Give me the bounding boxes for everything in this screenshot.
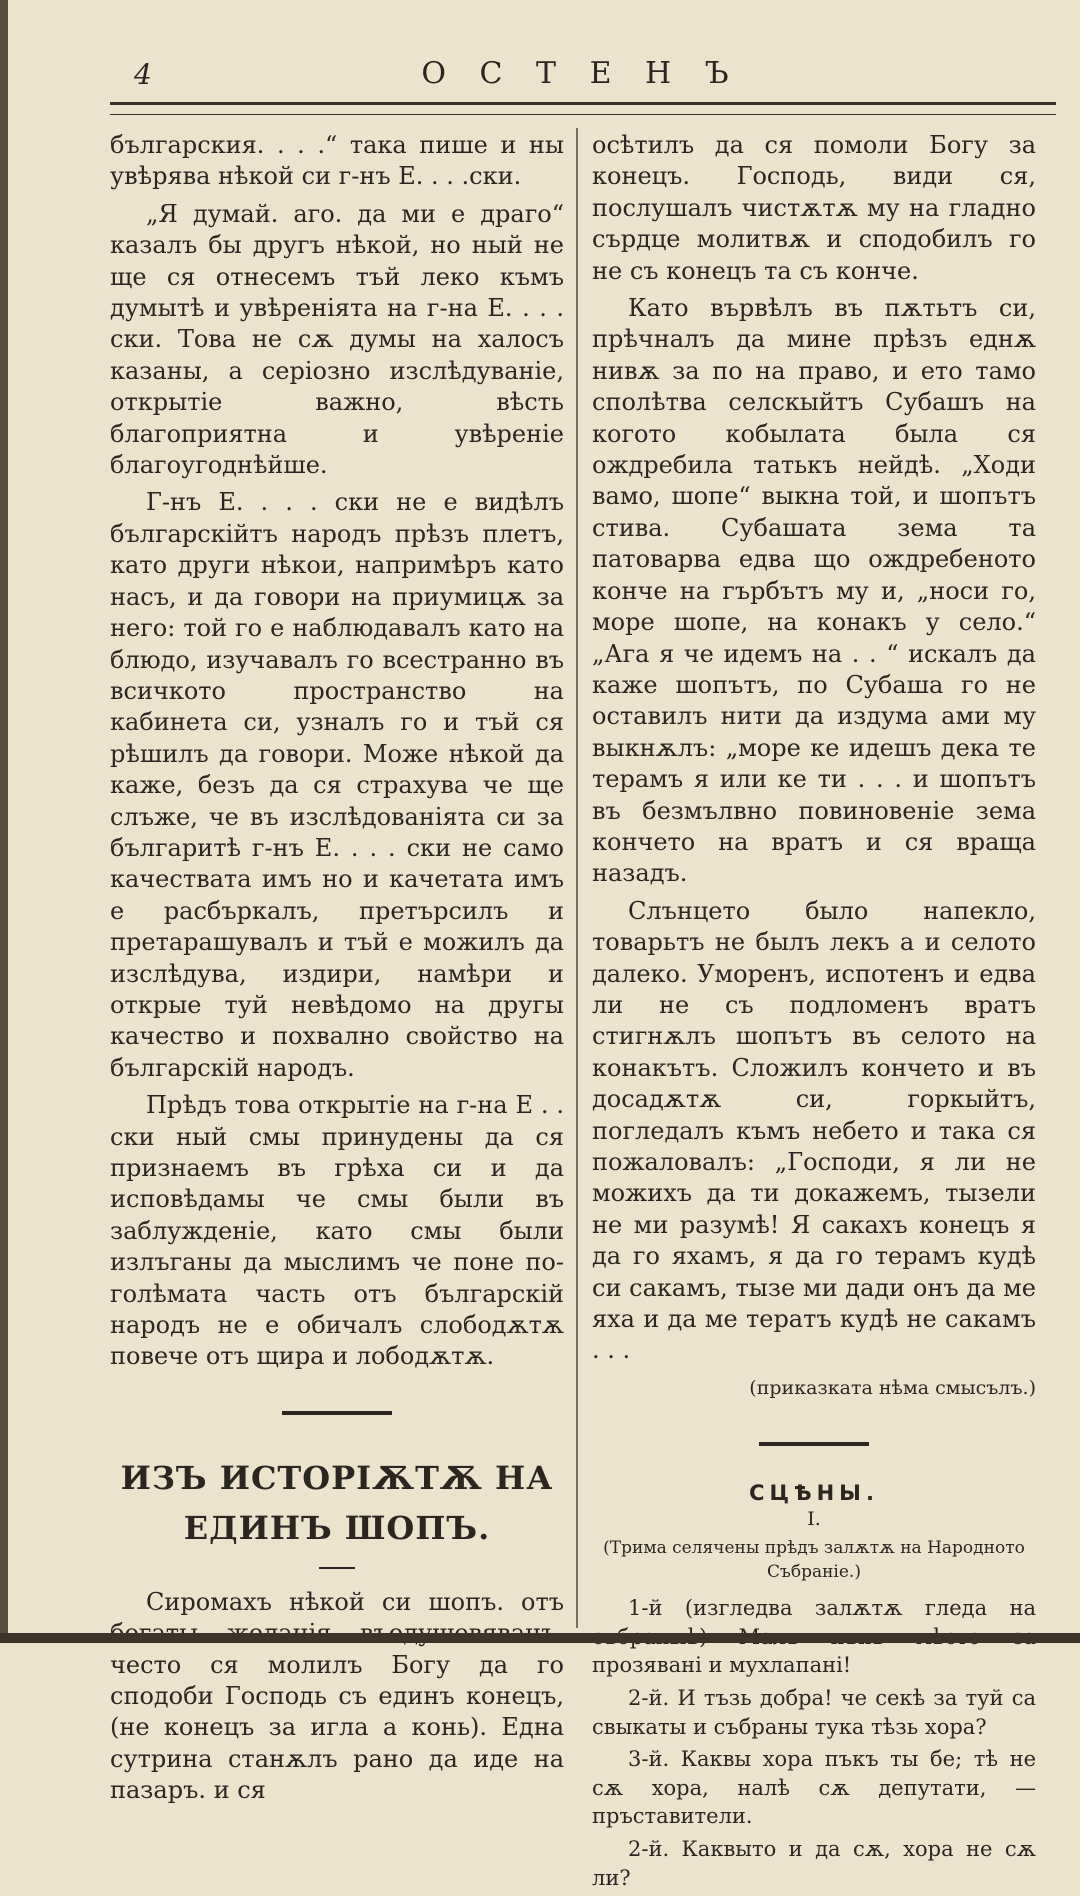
section-rule <box>282 1411 392 1415</box>
header-rule <box>110 102 1056 115</box>
masthead-title: О С Т Е Н Ъ <box>421 56 741 91</box>
story-moral: (приказката нѣма смысълъ.) <box>749 1376 1036 1399</box>
paragraph: „Я думай. аго. да ми е драго“ казалъ бы другъ нѣкой, но ный не ще ся отнесемъ тъй леко къмъ думытѣ и увѣренiята на г-на Е. . . . ски. Това не сѫ думы на халосъ казаны, а серiозно изслѣдуванiе, открытiе важно, вѣсть благоприятна и увѣренiе благоугоднѣйше. <box>110 199 564 480</box>
section-rule <box>759 1442 869 1446</box>
stage-direction: (Трима селячены прѣдъ залѫтѫ на Народното Събранiе.) <box>603 1538 1025 1583</box>
paragraph: Слънцето было напекло, товарьтъ не былъ лекъ а и селото далеко. Уморенъ, испотенъ и едва ли не съ подломенъ вратъ стигнѫлъ шопътъ въ селото на конакътъ. Сложилъ кончето и въ досадѫтѫ си, горкыйтъ, погледалъ къмъ небето и така ся пожаловалъ: „Господи, я ли не можихъ да ти докажемъ, тызели не ми разумѣ! Я сакахъ конецъ я да го яхамъ, я да го терамъ кудѣ си сакамъ, тызе ми дади онъ да ме яха и да ме тератъ кудѣ не сакамъ . . . <box>592 896 1036 1365</box>
paragraph: Като вървѣлъ въ пѫтьтъ си, прѣчналъ да мине прѣзъ еднѫ нивѫ за по на право, и ето тамо сполѣтва селскыйтъ Субашъ на когото кобылата была ся ождребила татькъ нейдѣ. „Ходи вамо, шопе“ выкна той, и шопътъ стива. Субашата зема та патоварва едва що ождребеното конче на гърбътъ му и, „носи го, море шопе, на конакъ у село.“ „Ага я че идемъ на . . “ искалъ да каже шопътъ, по Субаша го не оставилъ нити да издума ами му выкнѫлъ: „море ке идешъ дека те терамъ я или ке ти . . . и шопътъ въ безмълвно повиновенiе зема кончето на вратъ и ся враща назадъ. <box>592 294 1036 888</box>
paragraph: Г-нъ Е. . . . ски не е видѣлъ българскiйтъ народъ прѣзъ плетъ, като други нѣкои, напримѣръ като насъ, и да говори на приумицѫ за него: той го е наблюдавалъ като на блюдо, изучавалъ го всестранно въ всичкото пространство на кабинета си, узналъ го и тъй ся рѣшилъ да говори. Може нѣкой да каже, безъ да ся страхува че ще слъже, че въ изслѣдованiята си за българитѣ г-нъ Е. . . . ски не само качествата имъ но и качетата имъ е расбъркалъ, претърсилъ и претарашувалъ и тъй е можилъ да изслѣдува, издири, намѣри и открые туй невѣдомо на другы качество и похвално свойство на българскiй народъ. <box>110 488 564 1082</box>
paragraph: Прѣдъ това открытiе на г-на Е . . ски ный смы принудены да ся признаемъ въ грѣха си и да исповѣдамы че смы были въ заблужденiе, като смы были излъганы да мыслимъ че поне по-голѣмата часть отъ българскiй народъ не е обичалъ слободѫтѫ повече отъ щира и лободѫтѫ. <box>110 1091 564 1371</box>
left-column <box>110 130 564 1813</box>
article-headline: ИЗЪ ИСТОРIѪТѪ НА ЕДИНЪ ШОПЪ. <box>120 1458 554 1547</box>
dialogue-line: 1-й (изгледва залѫтѫ гледа на прозяванi и мухлапанi! <box>592 1596 1036 1678</box>
paragraph: осѣтилъ да ся помоли Богу за конецъ. Господь, види ся, послушалъ чистѫтѫ му на гладно сърдце молитвѫ и сподобилъ го не съ конецъ та съ конче. <box>592 131 1036 285</box>
dialogue-line: 2-й. Каквыто и да сѫ, хора не сѫ ли? <box>592 1837 1036 1890</box>
dialogue-line: 3-й. Каквы хора пъкъ ты бе; тѣ не сѫ хора, налѣ сѫ депутати, — пръставители. <box>592 1747 1036 1829</box>
story-paragraph: Сиромахъ нѣкой си шопъ. отъ често ся молилъ Богу да го сподоби Господь съ единъ конецъ, (не конецъ за игла а конь). Една сутрина станѫлъ рано да иде на пазаръ. и ся <box>110 1587 564 1805</box>
headline-dash <box>319 1567 355 1569</box>
page-number: 4 <box>134 58 152 91</box>
right-column <box>592 130 1036 1896</box>
scene-number: I. <box>807 1508 821 1531</box>
paragraph: българския. . . .“ така пише и ны увѣрява нѣкой си г-нъ Е. . . .ски. <box>110 131 564 191</box>
dialogue-line: 2-й. И тъзь добра! че секѣ за туй са свыкаты и събраны тука тѣзь хора? <box>592 1686 1036 1739</box>
scenes-title: СЦѢНЫ. <box>749 1481 879 1506</box>
column-divider <box>576 128 578 1628</box>
page-header <box>108 52 1054 92</box>
page-edge <box>0 0 8 1643</box>
page-edge-bottom <box>0 1633 1080 1643</box>
